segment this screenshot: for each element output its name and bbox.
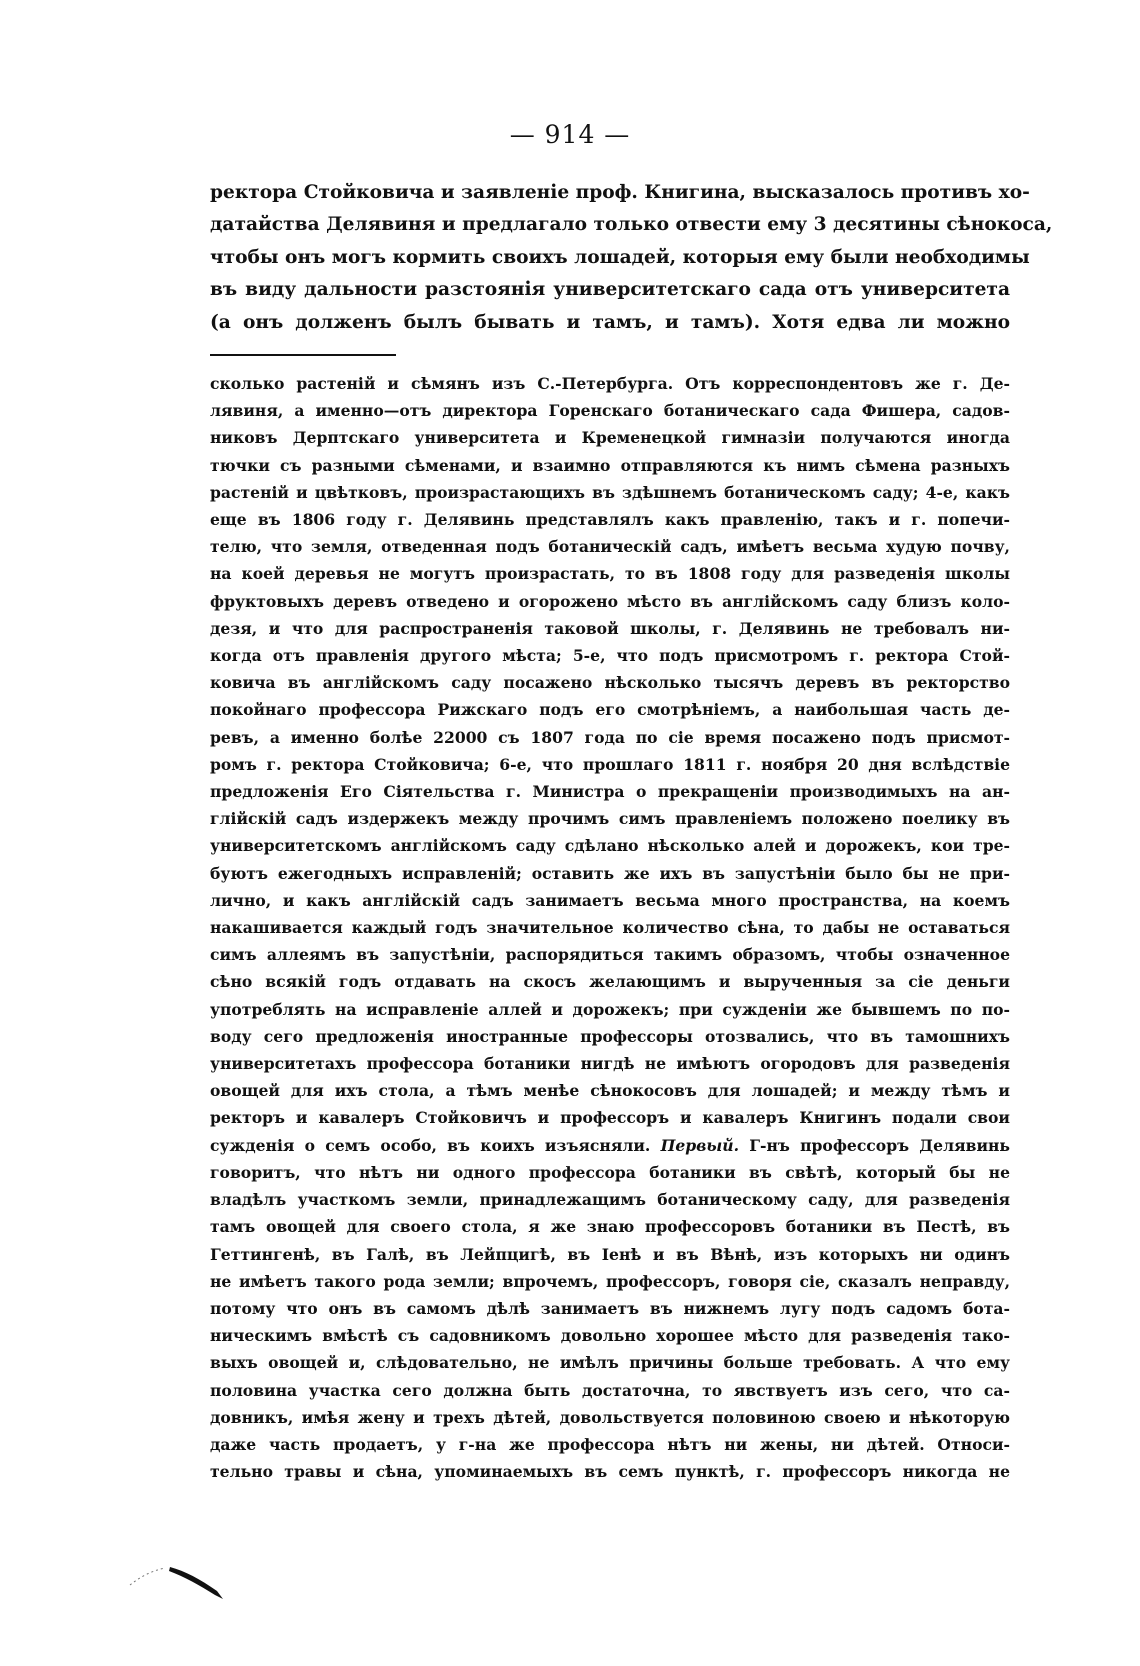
footnote-line: ректоръ и кавалеръ Стойковичъ и профессоръ и кавалеръ Книгинъ подали свои: [210, 1108, 1010, 1128]
scan-artifact-mark: [125, 1555, 235, 1605]
footnote-line: употреблять на исправленіе аллей и дорожекъ; при сужденіи же бывшемъ по по-: [210, 999, 1010, 1019]
main-line: ректора Стойковича и заявленіе проф. Книгина, высказалось противъ хо-: [210, 182, 1030, 203]
footnote-line: на коей деревья не могутъ произрастать, то въ 1808 году для разведенія школы: [210, 564, 1010, 584]
footnote-line: сужденія о семъ особо, въ коихъ изъясняли. Первый. Г-нъ профессоръ Делявинь: [210, 1135, 1011, 1155]
footnote-line: ревъ, а именно болѣе 22000 съ 1807 года по сіе время посажено подъ присмот-: [210, 727, 1010, 747]
footnote-line: довникъ, имѣя жену и трехъ дѣтей, довольствуется половиною своею и нѣкоторую: [210, 1407, 1010, 1427]
footnote-line: выхъ овощей и, слѣдовательно, не имѣлъ причины больше требовать. А что ему: [210, 1353, 1010, 1373]
page-number: — 914 —: [509, 120, 631, 149]
footnote-line: когда отъ правленія другого мѣста; 5-е, что подъ присмотромъ г. ректора Стой-: [210, 646, 1010, 666]
footnote-line: Геттингенѣ, въ Галѣ, въ Лейпцигѣ, въ Іенѣ и въ Вѣнѣ, изъ которыхъ ни одинъ: [210, 1244, 1010, 1264]
footnote-line: тамъ овощей для своего стола, я же знаю профессоровъ ботаники въ Пестѣ, въ: [210, 1217, 1010, 1237]
footnote-line: владѣлъ участкомъ земли, принадлежащимъ ботаническому саду, для разведенія: [210, 1190, 1010, 1210]
footnote-line: университетахъ профессора ботаники нигдѣ не имѣютъ огородовъ для разведенія: [210, 1054, 1010, 1074]
main-line: (а онъ долженъ былъ бывать и тамъ, и тамъ). Хотя едва ли можно: [210, 311, 1010, 333]
main-line: чтобы онъ могъ кормить своихъ лошадей, которыя ему были необходимы: [210, 246, 1030, 268]
footnote-line: ковича въ англійскомъ саду посажено нѣсколько тысячъ деревъ въ ректорство: [210, 673, 1010, 693]
footnote-line: даже часть продаетъ, у г-на же профессора нѣтъ ни жены, ни дѣтей. Относи-: [210, 1434, 1010, 1454]
footnote-text: [210, 370, 1010, 1485]
main-text: [210, 177, 1053, 339]
footnote-line: половина участка сего должна быть достаточна, то явствуетъ изъ сего, что са-: [210, 1380, 1010, 1400]
footnote-line: телю, что земля, отведенная подъ ботаническій садъ, имѣетъ весьма худую почву,: [210, 537, 1010, 557]
footnote-line: потому что онъ въ самомъ дѣлѣ занимаетъ въ нижнемъ лугу подъ садомъ бота-: [210, 1298, 1010, 1318]
footnote-line: накашивается каждый годъ значительное количество сѣна, то дабы не оставаться: [210, 918, 1010, 938]
main-line: датайства Делявиня и предлагало только отвести ему 3 десятины сѣнокоса,: [210, 214, 1053, 236]
footnote-line: университетскомъ англійскомъ саду сдѣлано нѣсколько алей и дорожекъ, кои тре-: [210, 836, 1010, 856]
footnote-line: симъ аллеямъ въ запустѣніи, распорядиться такимъ образомъ, чтобы означенное: [210, 945, 1010, 965]
footnote-line: говоритъ, что нѣтъ ни одного профессора ботаники въ свѣтѣ, который бы не: [210, 1162, 1010, 1182]
footnote-line: никовъ Дерптскаго университета и Кременецкой гимназіи получаются иногда: [210, 428, 1010, 448]
footnote-line: покойнаго профессора Рижскаго подъ его смотрѣніемъ, а наибольшая часть де-: [210, 700, 1010, 720]
footnote-line: сколько растеній и сѣмянъ изъ С.-Петербурга. Отъ корреспондентовъ же г. Де-: [210, 374, 1010, 393]
footnote-line: дезя, и что для распространенія таковой школы, г. Делявинь не требовалъ ни-: [210, 618, 1010, 638]
footnote-line: овощей для ихъ стола, а тѣмъ менѣе сѣнокосовъ для лошадей; и между тѣмъ и: [210, 1081, 1010, 1101]
footnote-line: еще въ 1806 году г. Делявинь представлялъ какъ правленію, такъ и г. попечи-: [210, 510, 1010, 530]
footnote-line: растеній и цвѣтковъ, произрастающихъ въ здѣшнемъ ботаническомъ саду; 4-е, какъ: [210, 482, 1010, 502]
footnote-line: сѣно всякій годъ отдавать на скосъ желающимъ и вырученныя за сіе деньги: [210, 972, 1010, 992]
footnote-line: глійскій садъ издержекъ между прочимъ симъ правленіемъ положено поелику въ: [210, 809, 1010, 829]
footnote-line: тельно травы и сѣна, упоминаемыхъ въ семъ пунктѣ, г. профессоръ никогда не: [210, 1462, 1010, 1482]
footnote-line: не имѣетъ такого рода земли; впрочемъ, профессоръ, говоря сіе, сказалъ неправду,: [210, 1271, 1010, 1291]
footnote-line: ническимъ вмѣстѣ съ садовникомъ довольно хорошее мѣсто для разведенія тако-: [210, 1326, 1010, 1346]
footnote-line: ромъ г. ректора Стойковича; 6-е, что прошлаго 1811 г. ноября 20 дня вслѣдствіе: [210, 754, 1010, 774]
footnote-line: лично, и какъ англійскій садъ занимаетъ весьма много пространства, на коемъ: [210, 890, 1010, 910]
footnote-line: лявиня, а именно—отъ директора Горенскаго ботаническаго сада Фишера, садов-: [210, 401, 1010, 421]
main-line: въ виду дальности разстоянія университетскаго сада отъ университета: [210, 279, 1010, 301]
footnote-line: предложенія Его Сіятельства г. Министра о прекращеніи производимыхъ на ан-: [210, 782, 1010, 802]
footnote-line: фруктовыхъ деревъ отведено и огорожено мѣсто въ англійскомъ саду близъ коло-: [210, 591, 1010, 611]
footnote-separator: [210, 354, 396, 356]
footnote-line: воду сего предложенія иностранные профессоры отозвались, что въ тамошнихъ: [210, 1026, 1010, 1046]
footnote-line: буютъ ежегодныхъ исправленій; оставить же ихъ въ запустѣніи было бы не при-: [210, 863, 1010, 883]
footnote-line: тючки съ разными сѣменами, и взаимно отправляются къ нимъ сѣмена разныхъ: [210, 455, 1010, 475]
